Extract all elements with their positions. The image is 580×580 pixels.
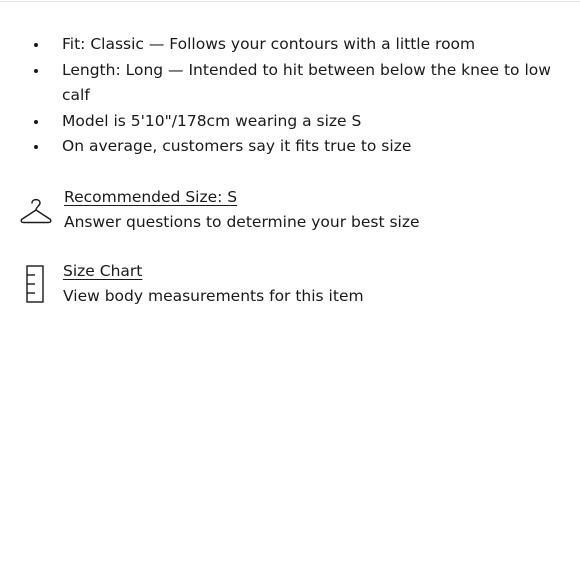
size-chart-row — [18, 259, 568, 309]
fit-detail-text: Length: Long — Intended to hit between below the knee to low calf — [62, 60, 551, 104]
size-chart-description: View body measurements for this item — [63, 287, 364, 305]
fit-details-list — [24, 32, 564, 160]
fit-detail-item — [24, 32, 564, 58]
size-chart-link[interactable]: Size Chart — [63, 262, 143, 280]
fit-detail-text: Fit: Classic — Follows your contours with a little room — [62, 35, 476, 53]
fit-detail-text: On average, customers say it fits true to size — [62, 137, 412, 155]
top-divider — [0, 1, 580, 2]
hanger-icon — [18, 193, 54, 229]
fit-detail-text: Model is 5'10"/178cm wearing a size S — [62, 111, 362, 130]
fit-detail-item — [24, 58, 564, 109]
fit-detail-item — [24, 134, 564, 160]
bullet-icon — [34, 145, 38, 149]
recommended-size-link[interactable]: Recommended Size: S — [64, 188, 238, 206]
bullet-icon — [34, 69, 38, 73]
bullet-icon — [34, 43, 38, 47]
fit-detail-item — [24, 109, 564, 135]
bullet-icon — [34, 120, 38, 124]
recommended-size-row — [18, 185, 568, 235]
recommended-size-description: Answer questions to determine your best size — [64, 213, 420, 231]
ruler-icon — [24, 263, 46, 305]
